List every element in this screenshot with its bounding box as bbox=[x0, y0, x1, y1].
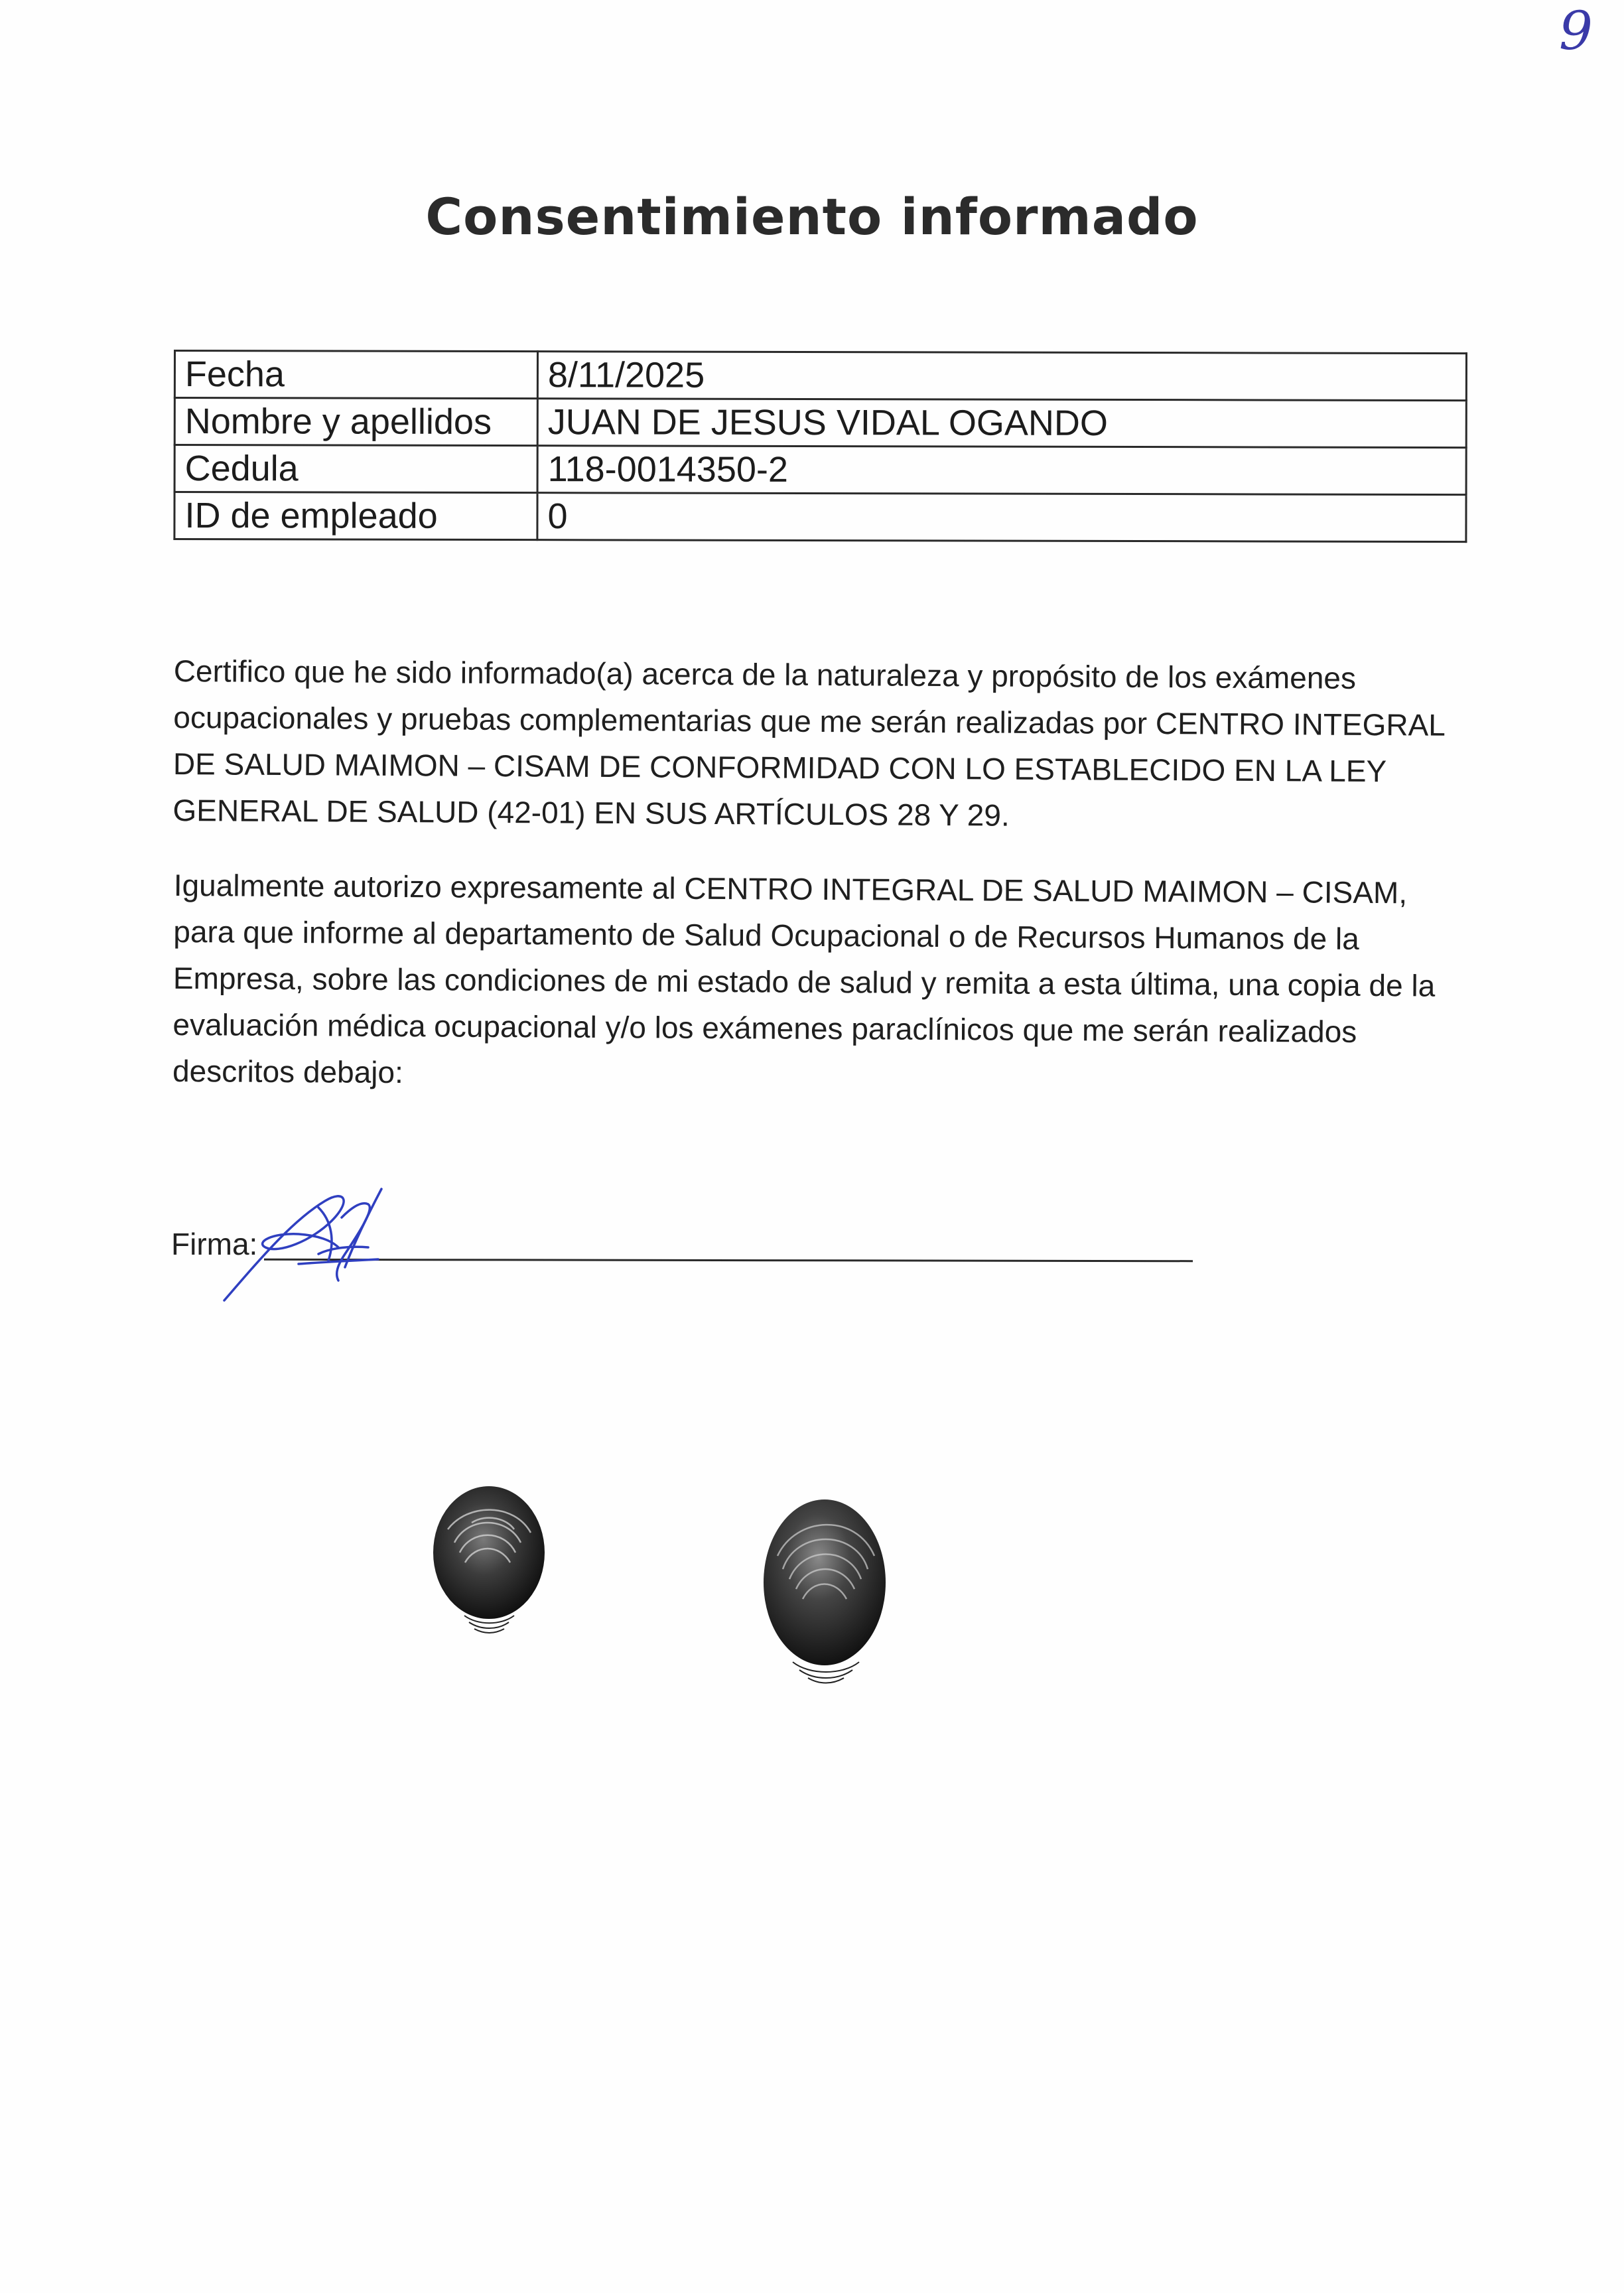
field-label: Fecha bbox=[174, 351, 537, 399]
field-value: JUAN DE JESUS VIDAL OGANDO bbox=[537, 399, 1466, 448]
field-value: 0 bbox=[537, 493, 1466, 542]
certification-paragraph: Certifico que he sido informado(a) acerca de la naturaleza y propósito de los exámenes ocupacionales y pruebas complementarias que me serán realizadas por CENTRO INTEGRAL DE SALUD MAIMON – CISAM DE CONFORMIDAD CON LO ESTABLECIDO EN LA LEY GENERAL DE SALUD (42-01) EN SUS ARTÍCULOS 28 Y 29. bbox=[172, 653, 1445, 833]
field-label: ID de empleado bbox=[174, 492, 537, 540]
field-value: 8/11/2025 bbox=[537, 352, 1466, 401]
signature-label: Firma: bbox=[171, 1227, 258, 1261]
table-row bbox=[174, 445, 1466, 495]
handwritten-signature bbox=[219, 1181, 405, 1307]
fingerprint-right bbox=[756, 1496, 896, 1689]
field-label: Cedula bbox=[174, 445, 537, 493]
field-label: Nombre y apellidos bbox=[174, 398, 537, 446]
fingerprint-left bbox=[428, 1483, 554, 1642]
info-table bbox=[173, 350, 1467, 543]
page-number: 9 bbox=[1559, 0, 1593, 62]
table-row bbox=[174, 492, 1466, 542]
authorization-paragraph: Igualmente autorizo expresamente al CENTRO INTEGRAL DE SALUD MAIMON – CISAM, para que informe al departamento de Salud Ocupacional o de Recursos Humanos de la Empresa, sobre las condiciones de mi estado de salud y remita a esta última, una copia de la evaluación médica ocupacional y/o los exámenes paraclínicos que me serán realizados descritos debajo: bbox=[172, 867, 1436, 1090]
table-row bbox=[174, 351, 1466, 401]
field-value: 118-0014350-2 bbox=[537, 446, 1466, 495]
table-row bbox=[174, 398, 1466, 448]
document-title: Consentimiento informado bbox=[425, 187, 1199, 246]
